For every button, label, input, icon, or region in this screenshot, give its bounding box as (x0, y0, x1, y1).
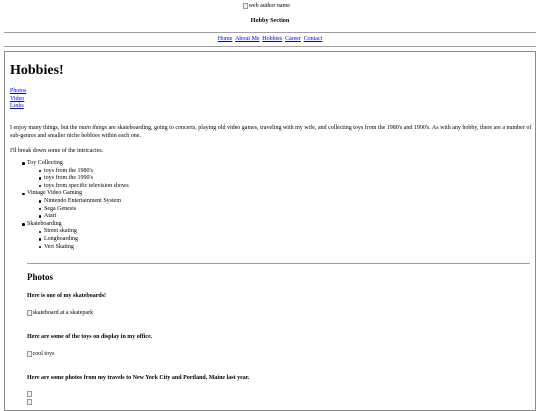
sub-list (27, 198, 129, 221)
broken-image-icon (27, 310, 32, 316)
photo-caption-skateboard: Here is one of my skateboards! (27, 293, 107, 299)
sub-list (27, 168, 129, 191)
list-item: Longboarding (27, 236, 129, 244)
nav-bottom-divider (4, 46, 536, 47)
main-nav (0, 36, 540, 44)
skateboard-image-alt-text: skateboard at a skatepark (32, 310, 94, 316)
table-of-contents (10, 88, 26, 111)
list-item (10, 221, 129, 251)
nav-link-hobbies[interactable]: Hobbies (262, 36, 283, 42)
hobby-label-vintage-video-gaming: Vintage Video Gaming (27, 190, 83, 197)
intro-paragraph (10, 125, 532, 140)
photo-caption-toys: Here are some of the toys on display in my office. (27, 334, 153, 340)
broken-image-icon (27, 351, 32, 357)
nav-top-divider (4, 32, 536, 33)
toc-link-photos[interactable]: Photos (10, 88, 27, 94)
travel-image-portland (27, 399, 33, 405)
intro-text-end: are skateboarding, going to concerts, playing old video games, traveling with my wife, and collecting toys from the 1980's and 1990's. As with any hobby, there are a number of sub-genres and smaller niche hobbies within each one. (10, 125, 532, 139)
sub-list (27, 228, 129, 251)
list-item (10, 160, 129, 190)
hobby-label-skateboarding: Skateboarding (27, 220, 62, 227)
hobby-list (10, 160, 129, 251)
skateboard-image (27, 310, 93, 318)
toys-image (27, 351, 54, 359)
travel-image-new-york (27, 391, 33, 397)
photo-caption-travels: Here are some photos from my travels to New York City and Portland, Maine last year. (27, 375, 250, 381)
list-item: toys from the 1980's (27, 168, 129, 176)
photos-heading: Photos (27, 272, 54, 282)
page-title: Hobbies! (10, 63, 64, 78)
broken-image-icon (27, 391, 32, 397)
broken-image-icon (27, 399, 32, 405)
toys-image-alt-text: cool toys (32, 351, 55, 357)
toc-link-links[interactable]: Links (10, 103, 24, 110)
intro-text-start: I enjoy many things, but the (10, 125, 79, 131)
list-item: Nintendo Entertainment System (27, 198, 129, 206)
breakdown-paragraph: I'll break down some of the intricacies. (10, 148, 104, 154)
nav-link-contact[interactable]: Contact (303, 36, 323, 42)
photos-section-divider (27, 263, 530, 264)
list-item: Sega Genesis (27, 206, 129, 214)
list-item: toys from the 1990's (27, 175, 129, 183)
nav-link-career[interactable]: Career (284, 36, 301, 42)
intro-emphasis: main things (78, 125, 107, 131)
site-title: Hobby Section (250, 17, 290, 24)
nav-link-home[interactable]: Home (217, 36, 233, 42)
list-item (10, 190, 129, 220)
hobby-label-toy-collecting: Toy Collecting (27, 160, 63, 166)
toc-link-video[interactable]: Video (10, 95, 25, 102)
list-item: Street skating (27, 228, 129, 236)
list-item: Atari (27, 213, 129, 221)
list-item: Vert Skating (27, 244, 129, 252)
nav-link-about-me[interactable]: About Me (235, 36, 260, 42)
author-logo-image (243, 3, 290, 11)
list-item: toys from specific television shows (27, 183, 129, 191)
author-logo-alt-text: web author name (248, 3, 290, 9)
broken-image-icon (243, 3, 248, 9)
